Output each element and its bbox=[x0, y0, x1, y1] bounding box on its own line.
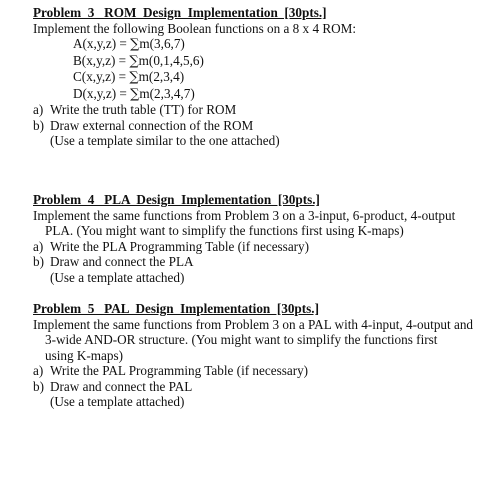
problem-5-intro-line-3: using K-maps) bbox=[45, 347, 124, 363]
list-item bbox=[33, 102, 488, 118]
problem-5-intro-line-2: 3-wide AND-OR structure. (You might want to simplify the functions first bbox=[45, 332, 438, 347]
problem-3-items bbox=[33, 102, 488, 133]
sigma-symbol: ∑ bbox=[129, 53, 139, 69]
item-label: a) bbox=[33, 102, 44, 117]
item-label: b) bbox=[33, 378, 44, 394]
function-b bbox=[73, 53, 488, 70]
item-text: Write the truth table (TT) for ROM bbox=[50, 102, 237, 117]
sigma-symbol: ∑ bbox=[130, 86, 140, 102]
item-label: a) bbox=[33, 363, 44, 378]
problem-3-note: (Use a template similar to the one attached) bbox=[50, 133, 280, 148]
item-text: Write the PLA Programming Table (if necessary) bbox=[50, 238, 310, 254]
function-a bbox=[73, 36, 488, 53]
problem-5-intro-line-1: Implement the same functions from Problem 3 on a PAL with 4-input, 4-output and bbox=[33, 316, 474, 332]
problem-4 bbox=[33, 192, 488, 285]
function-d-lhs: D(x,y,z) = bbox=[73, 85, 131, 101]
problem-4-title: Problem 4 PLA Design Implementation [30pts.] bbox=[33, 192, 320, 207]
function-c-rhs: m(2,3,4) bbox=[138, 69, 185, 84]
problem-4-intro-line-2: PLA. (You might want to simplify the functions first using K-maps) bbox=[45, 223, 404, 238]
sigma-symbol: ∑ bbox=[129, 70, 139, 85]
list-item bbox=[33, 239, 488, 255]
problem-3 bbox=[33, 5, 488, 149]
problem-4-items bbox=[33, 239, 488, 270]
sigma-symbol: ∑ bbox=[130, 37, 140, 52]
problem-5-note: (Use a template attached) bbox=[50, 394, 185, 409]
list-item bbox=[33, 363, 488, 379]
problem-5-title: Problem 5 PAL Design Implementation [30pts.] bbox=[33, 301, 319, 316]
function-a-rhs: m(3,6,7) bbox=[139, 36, 185, 51]
item-label: a) bbox=[33, 238, 44, 254]
function-list bbox=[73, 36, 488, 102]
function-a-lhs: A(x,y,z) = bbox=[73, 36, 131, 51]
list-item bbox=[33, 254, 488, 270]
function-c bbox=[73, 69, 488, 86]
problem-3-intro: Implement the following Boolean functions on a 8 x 4 ROM: bbox=[33, 20, 357, 36]
problem-5-items bbox=[33, 363, 488, 394]
problem-4-intro-line-1: Implement the same functions from Problem 3 on a 3-input, 6-product, 4-output bbox=[33, 207, 456, 223]
item-label: b) bbox=[33, 254, 44, 269]
function-b-rhs: m(0,1,4,5,6) bbox=[138, 52, 204, 68]
function-d-rhs: m(2,3,4,7) bbox=[139, 85, 195, 101]
item-label: b) bbox=[33, 117, 44, 133]
function-b-lhs: B(x,y,z) = bbox=[73, 52, 130, 68]
item-text: Draw and connect the PLA bbox=[50, 254, 194, 269]
list-item bbox=[33, 118, 488, 134]
problem-4-note: (Use a template attached) bbox=[50, 269, 185, 285]
problem-3-title: Problem 3 ROM Design Implementation [30pts.] bbox=[33, 5, 327, 20]
function-c-lhs: C(x,y,z) = bbox=[73, 69, 130, 84]
function-d bbox=[73, 86, 488, 103]
item-text: Draw and connect the PAL bbox=[50, 378, 193, 394]
problem-5 bbox=[33, 301, 488, 410]
list-item bbox=[33, 379, 488, 395]
item-text: Draw external connection of the ROM bbox=[50, 117, 254, 133]
item-text: Write the PAL Programming Table (if necessary) bbox=[50, 363, 309, 378]
